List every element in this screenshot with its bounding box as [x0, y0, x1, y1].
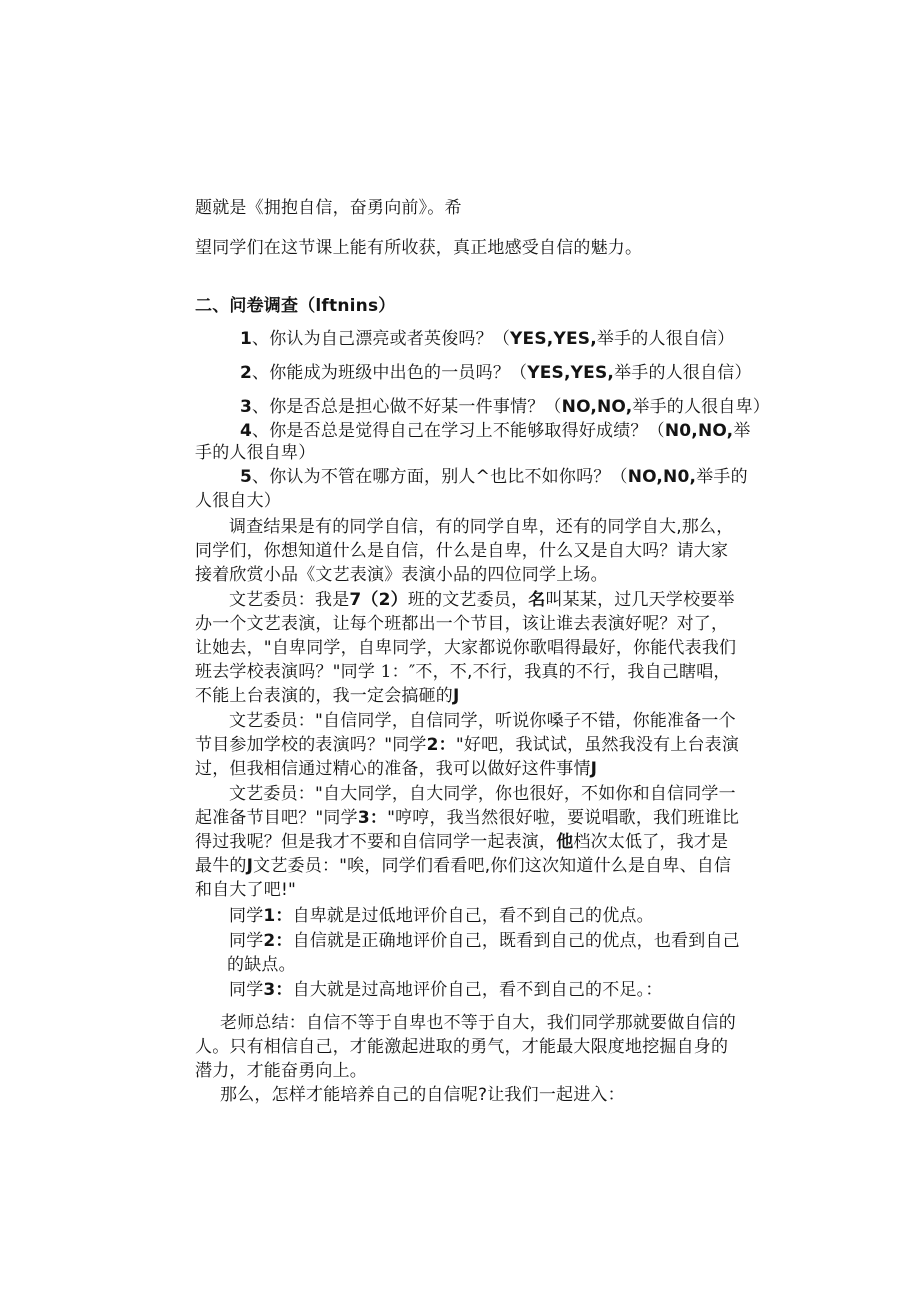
student-label: 同学 — [229, 980, 264, 1000]
speaker-text: 过，但我相信通过精心的准备，我可以做好这件事情 — [195, 759, 591, 779]
speaker-text: 最牛的 — [195, 856, 247, 876]
student-1-statement — [229, 904, 654, 928]
speaker-text: 名 — [528, 590, 546, 610]
speaker-text: ″不，不,不行，我真的不行，我自己瞎唱， — [408, 662, 731, 682]
skit-p3-line-1: 文艺委员："自大同学，自大同学，你也很好，不如你和自信同学一 — [229, 784, 736, 804]
question-text: 、你能成为班级中出色的一员吗？（ — [252, 363, 528, 383]
question-text: 、你是否总是觉得自己在学习上不能够取得好成绩？（ — [252, 421, 665, 441]
intro-line-2: 望同学们在这节课上能有所收获，真正地感受自信的魅力。 — [195, 238, 643, 258]
speaker-text: 文艺委员："唉，同学们看看吧,你们这次知道什么是自卑、自信 — [253, 856, 732, 876]
student-2-statement — [229, 929, 740, 953]
student-number: 2： — [426, 735, 456, 755]
student-number: 1： — [375, 662, 409, 682]
student-label: 同学 — [229, 931, 264, 951]
question-tail: 举手的人很自卑） — [632, 397, 770, 417]
speaker-text: J — [246, 856, 254, 876]
skit-p3-line-4 — [195, 854, 731, 878]
question-text: 、你认为自己漂亮或者英俊吗？（ — [252, 329, 511, 349]
speaker-text: J — [590, 759, 598, 779]
speaker-text: 叫某某，过几天学校要举 — [545, 590, 735, 610]
question-2 — [240, 361, 752, 385]
question-answer: YES,YES, — [510, 329, 597, 349]
result-line-2: 同学们，你想知道什么是自信，什么是自卑，什么又是自大吗？请大家 — [195, 541, 729, 561]
speaker-text: 得过我呢？但是我才不要和自信同学一起表演， — [195, 832, 557, 852]
question-text: 、你认为不管在哪方面，别人^也比不如你吗？（ — [252, 467, 628, 487]
student-number: 2： — [263, 931, 293, 951]
student-3-statement — [229, 978, 663, 1002]
question-answer: N0,NO, — [664, 421, 734, 441]
question-4 — [240, 419, 751, 443]
student-text: 自大就是过高地评价自己，看不到自己的不足。： — [292, 980, 663, 1000]
speaker-text: "哼哼，我当然很好啦，要说唱歌，我们班谁比 — [387, 808, 740, 828]
question-number: 4 — [240, 421, 253, 441]
question-tail: 举手的人很自信） — [614, 363, 752, 383]
skit-p1-line-1 — [229, 588, 735, 612]
result-line-1: 调查结果是有的同学自信，有的同学自卑，还有的同学自大,那么， — [229, 517, 734, 537]
question-number: 3 — [240, 397, 253, 417]
result-line-3: 接着欣赏小品《文艺表演》表演小品的四位同学上场。 — [195, 565, 608, 585]
speaker-text: 不能上台表演的，我一定会搞砸的 — [195, 686, 453, 706]
class-number: 7（2） — [349, 590, 408, 610]
section-title: 二、问卷调查（lftnins） — [195, 296, 396, 316]
question-answer: NO,NO, — [561, 397, 633, 417]
question-5-continued: 人很自大） — [195, 491, 281, 511]
question-answer: YES,YES, — [527, 363, 615, 383]
student-number: 3： — [357, 808, 388, 828]
summary-line-3: 潜力，才能奋勇向上。 — [195, 1061, 367, 1081]
question-1 — [240, 327, 735, 351]
question-tail: 举手的人很自信） — [596, 329, 735, 349]
student-2-continued: 的缺点。 — [227, 955, 296, 975]
student-text: 自信就是正确地评价自己，既看到自己的优点，也看到自己 — [292, 931, 740, 951]
question-tail: 举 — [733, 421, 751, 441]
speaker-text: J — [453, 686, 460, 706]
student-number: 3： — [263, 980, 293, 1000]
summary-line-2: 人。只有相信自己，才能激起进取的勇气，才能最大限度地挖掘自身的 — [195, 1037, 729, 1057]
speaker-text: 节目参加学校的表演吗？"同学 — [195, 735, 427, 755]
question-3 — [240, 395, 770, 419]
skit-p1-line-5 — [195, 684, 460, 708]
skit-p2-line-3 — [195, 757, 597, 781]
summary-line-1: 老师总结：自信不等于自卑也不等于自大，我们同学那就要做自信的 — [220, 1013, 736, 1033]
question-answer: NO,N0, — [627, 467, 697, 487]
skit-p2-line-1: 文艺委员："自信同学，自信同学，听说你嗓子不错，你能准备一个 — [229, 711, 736, 731]
question-4-continued: 手的人很自卑） — [195, 443, 316, 463]
intro-line-1: 题就是《拥抱自信，奋勇向前》。希 — [195, 198, 462, 218]
speaker-text: 他 — [556, 832, 574, 852]
question-5 — [240, 465, 748, 489]
question-tail: 举手的 — [696, 467, 748, 487]
speaker-text: 起准备节目吧？"同学 — [195, 808, 358, 828]
skit-p1-line-2: 办一个文艺表演，让每个班都出一个节目，该让谁去表演好呢？对了， — [195, 614, 729, 634]
speaker-text: 班的文艺委员， — [407, 590, 529, 610]
skit-p3-line-5: 和自大了吧!" — [195, 880, 297, 900]
question-number: 1 — [240, 329, 253, 349]
speaker-text: 档次太低了，我才是 — [573, 832, 729, 852]
skit-p3-line-3 — [195, 830, 728, 854]
skit-p1-line-4 — [195, 660, 731, 684]
summary-line-4: 那么，怎样才能培养自己的自信呢?让我们一起进入： — [220, 1085, 625, 1105]
question-number: 2 — [240, 363, 253, 383]
skit-p3-line-2 — [195, 806, 739, 830]
question-number: 5 — [240, 467, 253, 487]
speaker-text: "好吧，我试试，虽然我没有上台表演 — [455, 735, 740, 755]
speaker-text: 文艺委员：我是 — [229, 590, 350, 610]
speaker-text: 班去学校表演吗？"同学 — [195, 662, 376, 682]
skit-p2-line-2 — [195, 733, 739, 757]
student-text: 自卑就是过低地评价自己，看不到自己的优点。 — [292, 906, 654, 926]
student-label: 同学 — [229, 906, 264, 926]
student-number: 1： — [263, 906, 293, 926]
skit-p1-line-3: 让她去，"自卑同学，自卑同学，大家都说你歌唱得最好，你能代表我们 — [195, 638, 737, 658]
question-text: 、你是否总是担心做不好某一件事情？（ — [252, 397, 562, 417]
